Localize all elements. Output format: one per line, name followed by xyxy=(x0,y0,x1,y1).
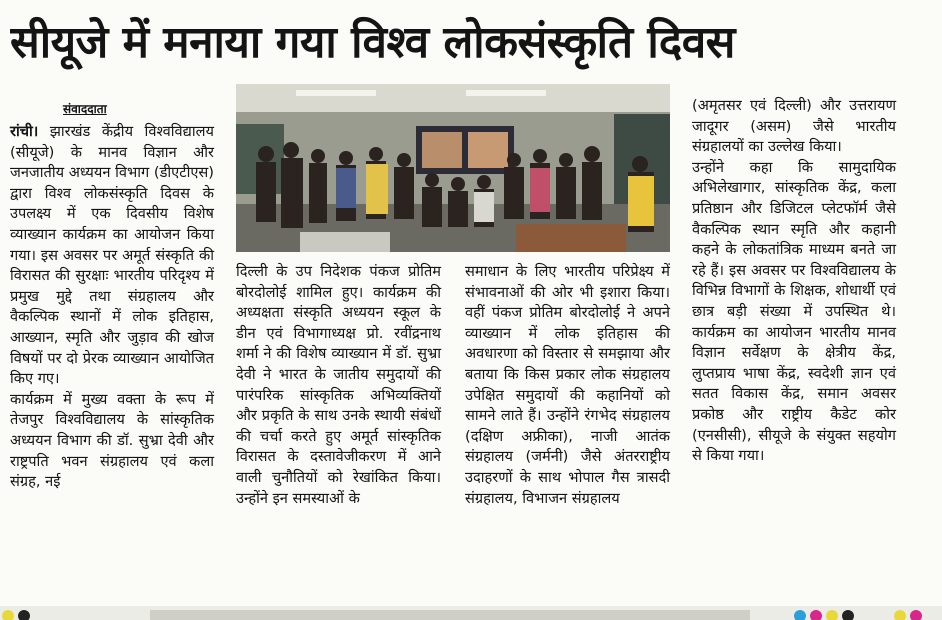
paragraph: समाधान के लिए भारतीय परिप्रेक्ष्य में संभावनाओं की ओर भी इशारा किया। वहीं पंकज प्रोतिम बोरदोलोई ने अपने व्याख्यान में लोक इतिहास की अवधारणा को विस्तार से समझाया और बताया कि किस प्रकार लोक संग्रहालय उपेक्षित समुदायों की कहानियों को सामने लाते हैं। उन्होंने रंगभेद संग्रहालय (दक्षिण अफ्रीका), नाजी आतंक संग्रहालय (जर्मनी) जैसे अंतरराष्ट्रीय उदाहरणों के साथ भोपाल गैस त्रासदी संग्रहालय, विभाजन संग्रहालय xyxy=(465,263,670,507)
article-column-3 xyxy=(465,262,670,509)
paragraph: उन्होंने कहा कि सामुदायिक अभिलेखागार, सांस्कृतिक केंद्र, कला प्रतिष्ठान और डिजिटल प्लेटफॉर्म जैसे वैकल्पिक स्थान स्मृति और कहानी कहने के लोकतांत्रिक माध्यम बनते जा रहे हैं। इस अवसर पर विश्वविद्यालय के विभिन्न विभागों के शिक्षक, शोधार्थी एवं छात्र बड़ी संख्या में उपस्थित थे। कार्यक्रम का आयोजन भारतीय मानव विज्ञान सर्वेक्षण के क्षेत्रीय केंद्र, लुप्तप्राय भाषा केंद्र, स्वदेशी ज्ञान एवं सतत विकास केंद्र, समान अवसर प्रकोष्ठ और राष्ट्रीय कैडेट कोर (एनसीसी), सीयूजे के संयुक्त सहयोग से किया गया। xyxy=(692,158,896,465)
byline: संवाददाता xyxy=(63,102,107,116)
article-column-2 xyxy=(236,262,441,509)
group-photo-illustration xyxy=(236,84,670,252)
article-column-4 xyxy=(692,96,896,467)
paragraph: कार्यक्रम में मुख्य वक्ता के रूप में तेजपुर विश्वविद्यालय के सांस्कृतिक अध्ययन विभाग की डॉ. सुभ्रा देवी और राष्ट्रपति भवन संग्रहालय एवं कला संग्रह, नई xyxy=(10,390,214,491)
print-registration-strip xyxy=(0,606,942,620)
paragraph: (अमृतसर एवं दिल्ली) और उत्तरायण जादूगर (असम) जैसे भारतीय संग्रहालयों का उल्लेख किया। xyxy=(692,97,896,156)
headline: सीयूजे में मनाया गया विश्व लोकसंस्कृति दिवस xyxy=(10,17,735,68)
dateline: रांची। xyxy=(10,123,39,140)
paragraph: दिल्ली के उप निदेशक पंकज प्रोतिम बोरदोलोई शामिल हुए। कार्यक्रम की अध्यक्षता संस्कृति अध्ययन स्कूल के डीन एवं विभागाध्यक्ष प्रो. रवींद्रनाथ शर्मा ने की विशेष व्याख्यान में डॉ. सुभ्रा देवी ने भारत के जातीय समुदायों की पारंपरिक सांस्कृतिक अभिव्यक्तियों और प्रकृति के साथ उनके स्थायी संबंधों की चर्चा करते हुए अमूर्त सांस्कृतिक विरासत के दस्तावेजीकरण में आने वाली चुनौतियों को रेखांकित किया। उन्होंने इन समस्याओं के xyxy=(236,263,441,507)
group-photo xyxy=(236,84,670,252)
paragraph xyxy=(10,122,214,390)
paragraph-text: झारखंड केंद्रीय विश्वविद्यालय (सीयूजे) के मानव विज्ञान और जनजातीय अध्ययन विभाग (डीएटीएस) द्वारा विश्व लोकसंस्कृति दिवस के उपलक्ष्य में एक दिवसीय विशेष व्याख्यान कार्यक्रम का आयोजन किया गया। इस अवसर पर अमूर्त संस्कृति की विरासत की सुरक्षाः भारतीय परिदृश्य में प्रमुख मुद्दे तथा संग्रहालय और वैकल्पिक स्थानों में लोक इतिहास, आख्यान, स्मृति और जुड़ाव की खोज विषयों पर दो प्रेरक व्याख्यान आयोजित किए गए। xyxy=(10,123,214,388)
article-column-1 xyxy=(10,122,214,493)
